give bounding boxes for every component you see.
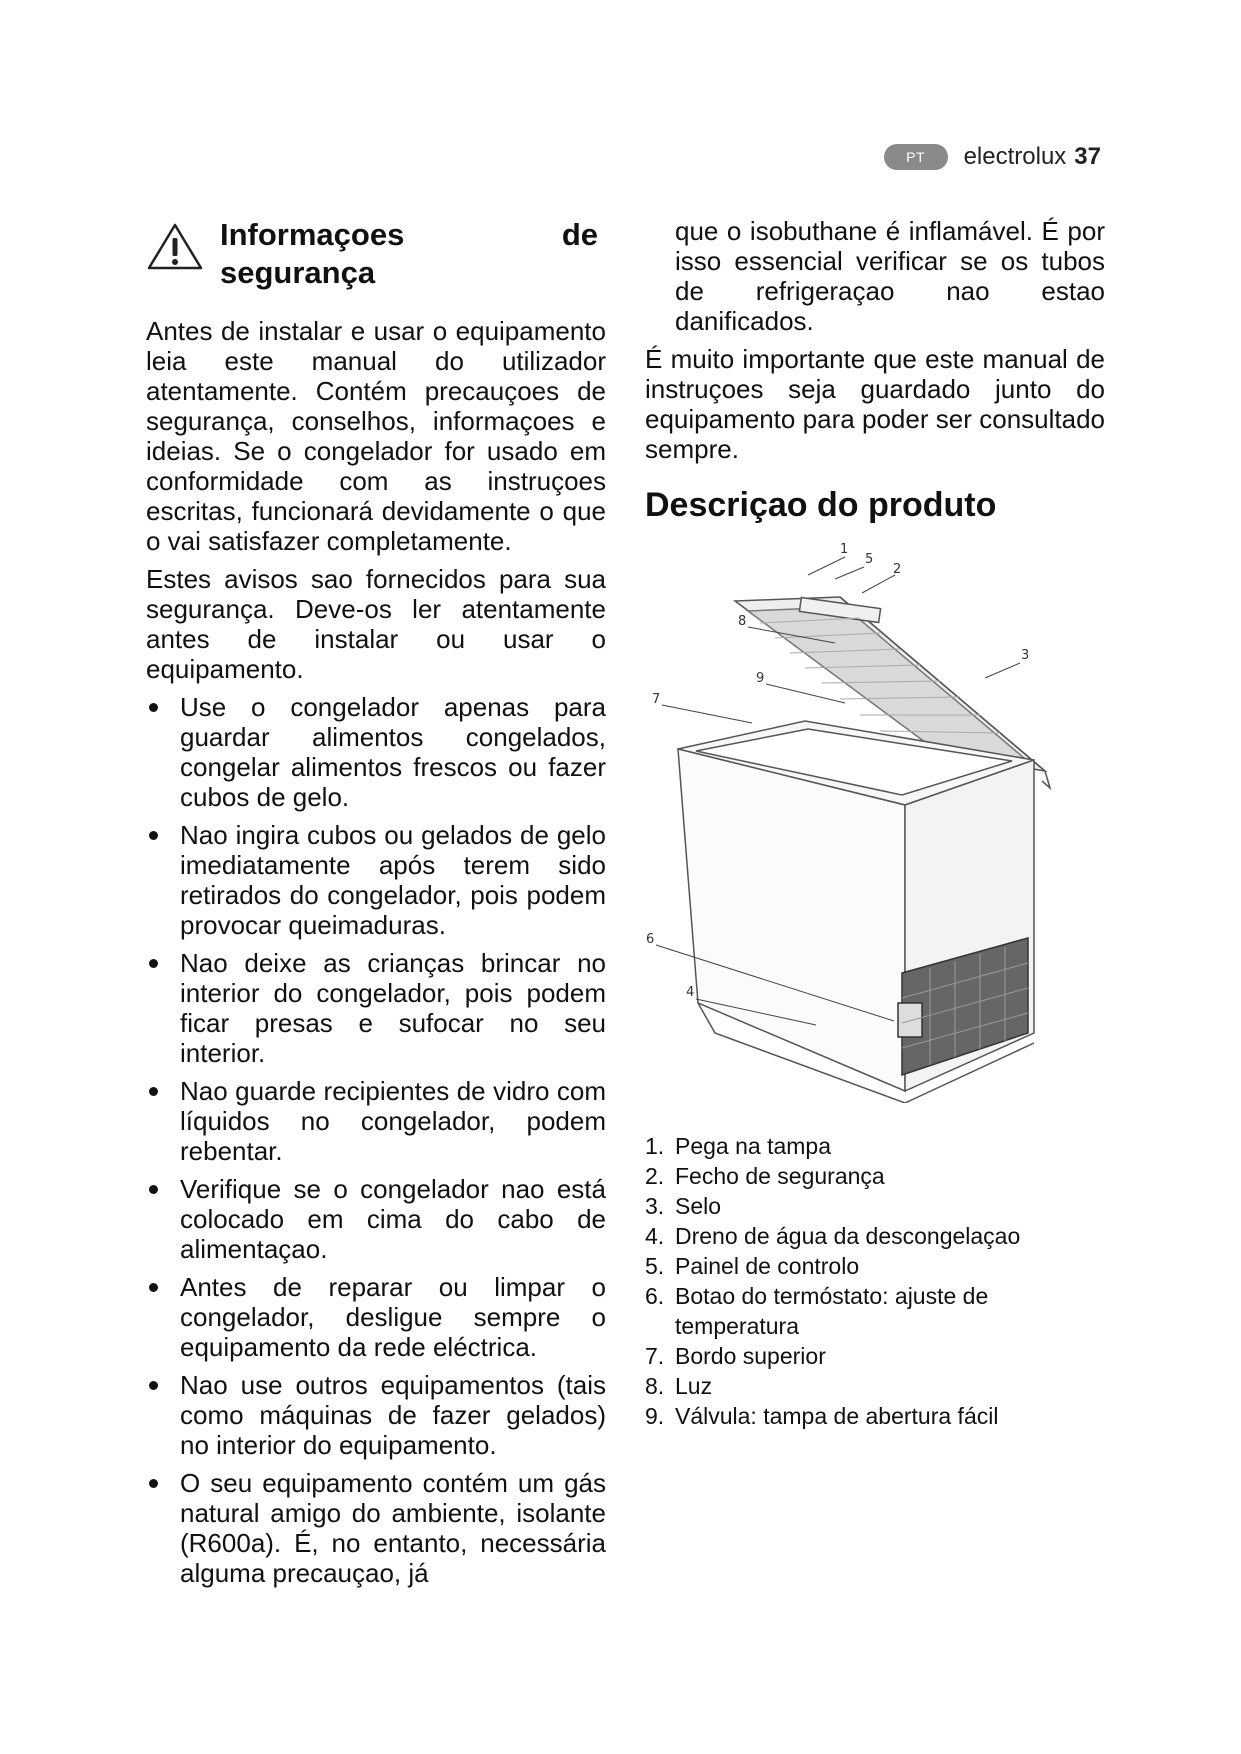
safety-bullet-list — [146, 692, 606, 1588]
safety-heading — [146, 216, 606, 292]
bullet-item: Nao use outros equipamentos (tais como máquinas de fazer gelados) no interior do equipamento. — [146, 1370, 606, 1460]
warning-icon — [146, 222, 204, 272]
part-item: 9. Válvula: tampa de abertura fácil — [645, 1403, 999, 1429]
part-item: 5. Painel de controlo — [645, 1253, 860, 1279]
bullet-item: Nao deixe as crianças brincar no interior do congelador, pois podem ficar presas e sufocar no seu interior. — [146, 948, 606, 1068]
part-item: 2. Fecho de segurança — [645, 1163, 885, 1189]
bullet-dot-icon — [149, 1087, 158, 1096]
bullet-item: Nao guarde recipientes de vidro com líquidos no congelador, podem rebentar. — [146, 1076, 606, 1166]
bullet-dot-icon — [149, 1479, 158, 1488]
bullet-item: Antes de reparar ou limpar o congelador, desligue sempre o equipamento da rede eléctrica. — [146, 1272, 606, 1362]
left-column — [146, 216, 606, 1596]
safety-title-word1: Informaçoes — [220, 217, 405, 252]
callout-5: 5 — [865, 552, 874, 567]
freezer-outline — [678, 597, 1050, 1103]
product-title: Descriçao do produto — [645, 486, 997, 524]
brand-name: electrolux — [963, 143, 1067, 170]
safety-title-line2: segurança — [220, 255, 376, 290]
page-number: 37 — [1074, 143, 1101, 170]
callout-3: 3 — [1021, 648, 1030, 663]
part-item: 3. Selo — [645, 1193, 722, 1219]
callout-1: 1 — [840, 543, 849, 557]
safety-title-word2: de — [561, 217, 598, 252]
freezer-diagram — [640, 543, 1100, 1103]
part-item: 1. Pega na tampa — [645, 1133, 832, 1159]
language-badge: PT — [884, 144, 948, 170]
callout-2: 2 — [893, 562, 902, 577]
bullet-item: O seu equipamento contém um gás natural amigo do ambiente, isolante (R600a). É, no entanto, necessária alguma precauçao, já — [146, 1468, 606, 1588]
bullet-dot-icon — [149, 959, 158, 968]
bullet-continuation: que o isobuthane é inflamável. É por isso essencial verificar se os tubos de refrigeraçao nao estao danificados. — [675, 216, 1105, 336]
bullet-dot-icon — [149, 831, 158, 840]
part-item: 7. Bordo superior — [645, 1343, 826, 1369]
callout-4: 4 — [686, 985, 695, 1000]
bullet-dot-icon — [149, 1283, 158, 1292]
bullet-dot-icon — [149, 1185, 158, 1194]
page-header — [884, 143, 1101, 171]
bullet-dot-icon — [149, 703, 158, 712]
safety-intro: Antes de instalar e usar o equipamento leia este manual do utilizador atentamente. Contém precauçoes de segurança, conselhos, informaçoes e ideias. Se o congelador for usado em conformidade com as instruçoes escritas, funcionará devidamente o que o vai satisfazer completamente. — [146, 316, 606, 556]
callout-6: 6 — [646, 932, 655, 947]
bullet-dot-icon — [149, 1381, 158, 1390]
callout-9: 9 — [756, 671, 765, 686]
bullet-item: Verifique se o congelador nao está colocado em cima do cabo de alimentaçao. — [146, 1174, 606, 1264]
parts-list — [645, 1131, 1105, 1431]
callout-8: 8 — [738, 614, 747, 629]
closing-note: É muito importante que este manual de instruçoes seja guardado junto do equipamento para poder ser consultado sempre. — [645, 344, 1105, 464]
right-column — [645, 216, 1105, 1431]
callout-7: 7 — [652, 692, 661, 707]
safety-title — [220, 216, 598, 292]
part-item: 8. Luz — [645, 1373, 713, 1399]
brand-line — [964, 143, 1101, 171]
safety-intro-2: Estes avisos sao fornecidos para sua segurança. Deve-os ler atentamente antes de instalar ou usar o equipamento. — [146, 564, 606, 684]
bullet-item: Use o congelador apenas para guardar alimentos congelados, congelar alimentos frescos ou fazer cubos de gelo. — [146, 692, 606, 812]
bullet-item: Nao ingira cubos ou gelados de gelo imediatamente após terem sido retirados do congelador, pois podem provocar queimaduras. — [146, 820, 606, 940]
part-item: 4. Dreno de água da descongelaçao — [645, 1223, 1021, 1249]
part-item: 6. Botao do termóstato: ajuste de temperatura — [645, 1283, 989, 1339]
